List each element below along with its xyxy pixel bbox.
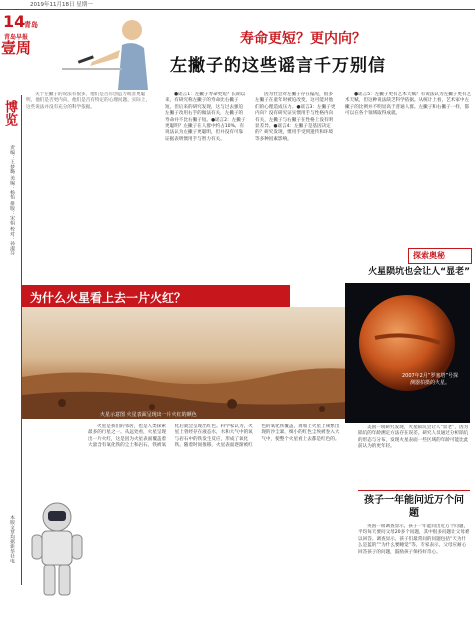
article2-body-left: [88, 424, 340, 604]
article3-headline: 孩子一年能问近万个问题: [364, 495, 464, 519]
science-body-text: 美国一项研究发现，火星陨坑会让人“显老”，因为陨坑的年龄测定方法存在误差。研究人员通过分析陨坑的形态与分布，发现火星表面一些区域的年龄可能比此前认为的更年轻。: [358, 425, 469, 450]
mars-photo-caption: 2007年2月“罗塞塔”号探测器拍摄的火星。: [401, 373, 459, 386]
article3-rule: [358, 490, 470, 491]
article1-col3-text: 因为社会对左撇子存在偏见，很多左撇子在童年时被迫改变，这可能对他们的心理造成压力。●谣言3：左撇子更内向？没有研究证实惯用手与性格内向有关，左撇子与右撇子在性格上没有明显差异。●谣言4：左撇子是基因决定的？研究发现，惯用手受到遗传和环境等多种因素影响。: [255, 92, 336, 142]
science-label: 探索奥秘: [413, 251, 445, 260]
issue-date: 2019年11月18日 星期一: [30, 2, 93, 8]
article1-intro: [26, 92, 154, 277]
sidebar-section-label: 博览: [2, 100, 17, 126]
editor-credits: 责编：王梦璐 美编：杨怡 排版：宋娟 校对：孙淑芬: [9, 145, 14, 256]
article3-body: [358, 524, 470, 616]
article3-body-text: 英国一项调查显示，孩子一年能问出近万个问题，平均每天要问父母20多个问题，其中很多问题让父母难以回答。调查显示，孩子们最常问的问题包括“天为什么是蓝的”“为什么要睡觉”等。专家表示，父母应耐心回答孩子的问题，鼓励孩子保持好奇心。: [358, 524, 470, 555]
article2-headline: 为什么火星看上去一片火红？: [30, 291, 187, 305]
article1-intro-text: 关于左撇子的说法有很多，他们是否有创造力或者更聪明，他们是否更内向，他们是否有特定的心理问题。实际上，这些说法并没有充分的科学依据。: [26, 92, 151, 110]
article1-col3: [255, 92, 337, 237]
astronaut-illustration: [22, 495, 92, 605]
science-headline: 火星陨坑也会让人“显老”: [368, 267, 470, 277]
science-body: [358, 425, 470, 485]
article1-col4: [345, 92, 473, 237]
page-number: 14: [3, 12, 26, 31]
article1-kicker: 寿命更短？更内向？: [240, 31, 366, 47]
article1-col2-text: ●谣言1：左撇子寿命更短？长期以来，有研究称左撇子的寿命比右撇子短，但后来的研究发现，这与过去强迫左撇子改用右手的做法有关，左撇子的寿命并不比右撇子短。●谣言2：左撇子更聪明？左撇子在人群中约占10%，有说法认为左撇子更聪明，但并没有可靠证据表明惯用手与智力有关。: [165, 92, 246, 142]
article2-body-text: 火星是我们的邻居，也是人类探索最多的行星之一。从远处看，火星呈现出一片火红，这是因为火星表面覆盖着大量含有氧化铁的尘土和岩石，铁被氧化后就会呈现出红色。科学家认为，火星上曾经存在液态水，水和大气中的氧与岩石中的铁发生反应，形成了氧化铁。随着时间推移，火星表面逐渐被红色的氧化铁覆盖，再加上火星上频繁出现的沙尘暴，细小的红色尘埃被卷入大气中，使整个火星看上去都是红色的。: [88, 424, 340, 449]
mars-bottom-caption: 火星示意图 火星表面呈现出一片火红的颜色: [100, 412, 197, 418]
column-title: 壹周: [1, 39, 32, 57]
article1-headline: 左撇子的这些谣言千万别信: [170, 56, 386, 76]
article1-col4-text: ●谣言5：左撇子更有艺术天赋？有说法认为左撇子更有艺术天赋，但这种说法缺乏科学依据。从统计上看，艺术家中左撇子的比例并不明显高于普通人群。左撇子和右撇子一样，都可以在各个领域取得成就。: [345, 92, 472, 117]
article1-col2: [165, 92, 247, 282]
lefthand-illustration: [22, 0, 162, 90]
mars-planet-photo: [345, 283, 470, 423]
paper-brand: 青岛早报: [4, 34, 29, 41]
section-tag: 青岛: [24, 21, 38, 29]
sidebar-footer: 本版文章均据新华社电: [9, 515, 14, 563]
